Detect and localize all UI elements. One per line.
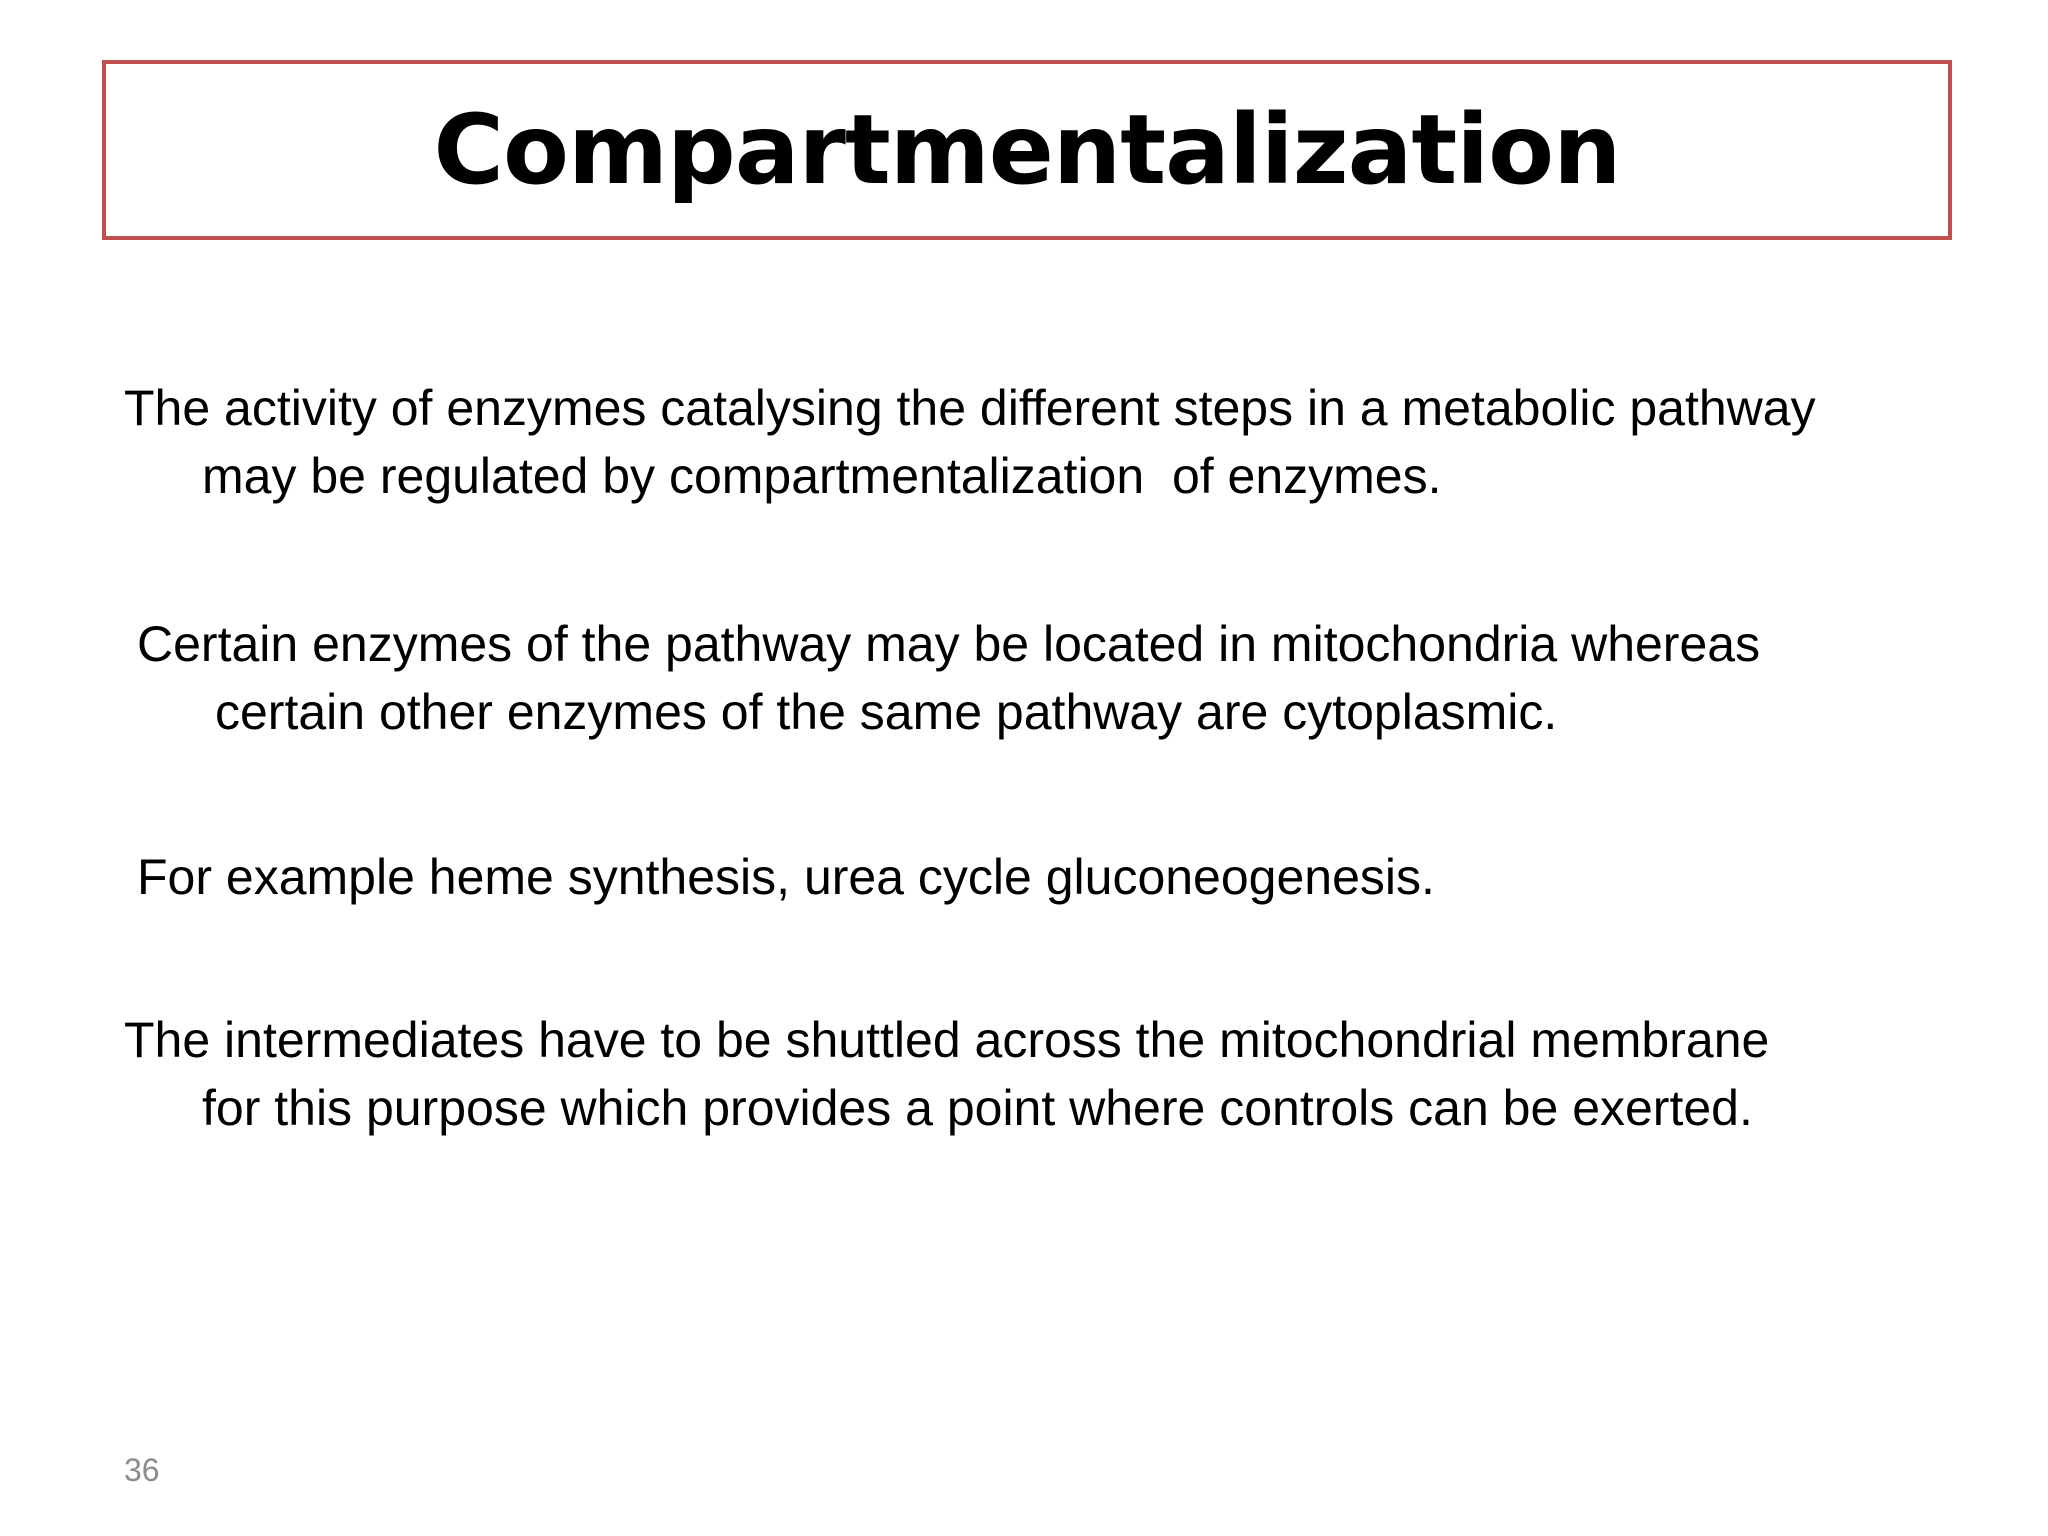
page-number: 36 (124, 1452, 160, 1488)
paragraph-enzyme-activity: The activity of enzymes catalysing the different steps in a metabolic pathway may be regulated by compartmentalization of enzymes. (124, 380, 1816, 504)
paragraph-examples: For example heme synthesis, urea cycle gluconeogenesis. (137, 849, 1435, 905)
paragraph-enzyme-location: Certain enzymes of the pathway may be located in mitochondria whereas certain other enzymes of the same pathway are cytoplasmic. (137, 616, 1761, 740)
slide-title: Compartmentalization (433, 94, 1621, 206)
paragraph-intermediates: The intermediates have to be shuttled across the mitochondrial membrane for this purpose which provides a point where controls can be exerted. (124, 1012, 1770, 1136)
title-box (102, 60, 1952, 240)
